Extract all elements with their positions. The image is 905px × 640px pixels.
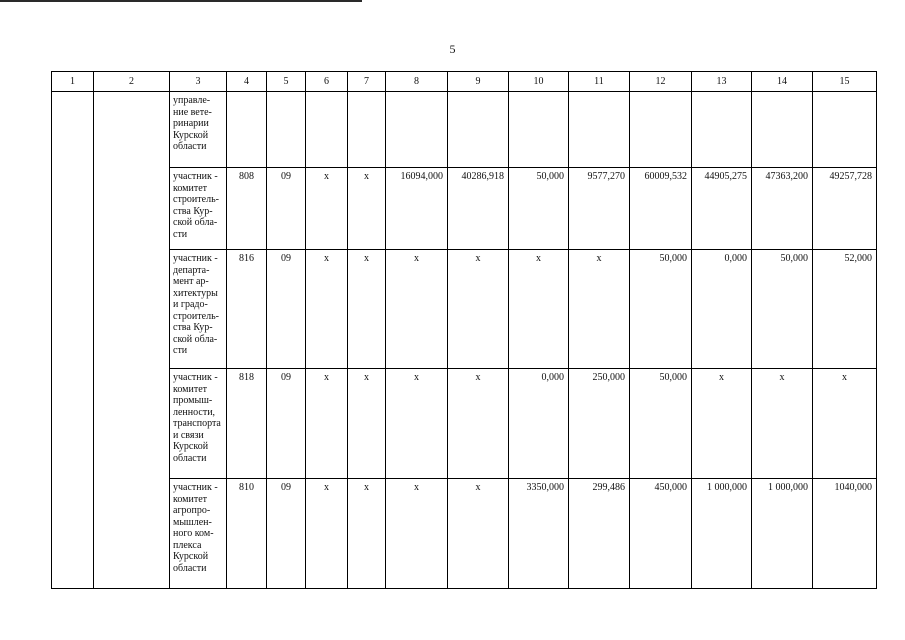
participant-cell (170, 369, 227, 479)
participant-line: строитель- (173, 194, 219, 205)
value-cell: 44905,275 (692, 168, 752, 250)
value-cell: 1 000,000 (752, 479, 813, 589)
value-cell: х (386, 250, 448, 369)
participant-line: и градо- (173, 299, 208, 310)
participant-line: плекса (173, 539, 202, 551)
value-cell: 50,000 (509, 168, 569, 250)
participant-line: ние вете- (173, 106, 212, 118)
participant-line: сти (173, 228, 188, 240)
rz-pr-cell: 09 (267, 369, 306, 479)
value-cell: 1 000,000 (692, 479, 752, 589)
value-cell: х (813, 369, 877, 479)
value-cell: х (509, 250, 569, 369)
cs-cell: х (306, 479, 348, 589)
column-header: 6 (306, 72, 348, 92)
value-cell: 50,000 (630, 369, 692, 479)
column-header: 2 (94, 72, 170, 92)
participant-line: и связи (173, 429, 204, 441)
participant-line: Курской (173, 551, 209, 562)
value-cell: х (692, 369, 752, 479)
value-cell: 16094,000 (386, 168, 448, 250)
value-cell: х (386, 369, 448, 479)
participant-line: ринарии (173, 118, 209, 129)
value-cell: х (752, 369, 813, 479)
column-header: 12 (630, 72, 692, 92)
value-cell (692, 92, 752, 168)
column-header: 1 (52, 72, 94, 92)
column-header: 9 (448, 72, 509, 92)
rz-pr-cell: 09 (267, 250, 306, 369)
column-header: 11 (569, 72, 630, 92)
value-cell: 0,000 (692, 250, 752, 369)
value-cell: 40286,918 (448, 168, 509, 250)
column-header: 8 (386, 72, 448, 92)
participant-cell (170, 250, 227, 369)
value-cell: 9577,270 (569, 168, 630, 250)
value-cell: х (448, 250, 509, 369)
table-row (52, 168, 877, 250)
value-cell: 52,000 (813, 250, 877, 369)
rz-pr-cell (267, 92, 306, 168)
participant-line: участник - (173, 482, 218, 493)
participant-line: ленности, (173, 406, 216, 418)
participant-line: комитет (173, 182, 208, 194)
column-header: 5 (267, 72, 306, 92)
value-cell: 47363,200 (752, 168, 813, 250)
table-row (52, 92, 877, 168)
vr-cell (348, 92, 386, 168)
vr-cell: х (348, 369, 386, 479)
cs-cell: х (306, 168, 348, 250)
participant-cell (170, 168, 227, 250)
value-cell: 60009,532 (630, 168, 692, 250)
table-row (52, 479, 877, 589)
value-cell (569, 92, 630, 168)
participant-line: области (173, 452, 207, 464)
value-cell (386, 92, 448, 168)
table-row (52, 250, 877, 369)
participant-line: промыш- (173, 395, 213, 406)
header-row (52, 72, 877, 92)
page-number: 5 (449, 42, 456, 56)
vr-cell: х (348, 479, 386, 589)
budget-table (51, 71, 877, 589)
cs-cell (306, 92, 348, 168)
value-cell: 250,000 (569, 369, 630, 479)
value-cell (813, 92, 877, 168)
column-header: 7 (348, 72, 386, 92)
participant-line: участник - (173, 372, 218, 383)
participant-line: сти (173, 345, 188, 356)
value-cell: х (569, 250, 630, 369)
participant-cell (170, 479, 227, 589)
gr-code-cell (227, 92, 267, 168)
column-header: 15 (813, 72, 877, 92)
vr-cell: х (348, 250, 386, 369)
value-cell (448, 92, 509, 168)
participant-line: транспорта (173, 418, 221, 429)
top-rule (0, 0, 362, 2)
gr-code-cell: 810 (227, 479, 267, 589)
vr-cell: х (348, 168, 386, 250)
participant-line: строитель- (173, 310, 219, 322)
gr-code-cell: 818 (227, 369, 267, 479)
cs-cell: х (306, 369, 348, 479)
participant-line: агропро- (173, 505, 211, 516)
gr-code-cell: 816 (227, 250, 267, 369)
program-name-cell (94, 92, 170, 589)
value-cell: 299,486 (569, 479, 630, 589)
column-header: 14 (752, 72, 813, 92)
value-cell: 3350,000 (509, 479, 569, 589)
participant-line: Курской (173, 129, 209, 141)
rz-pr-cell: 09 (267, 479, 306, 589)
value-cell (752, 92, 813, 168)
value-cell (509, 92, 569, 168)
participant-line: области (173, 141, 207, 152)
program-number-cell (52, 92, 94, 589)
rz-pr-cell: 09 (267, 168, 306, 250)
value-cell: 450,000 (630, 479, 692, 589)
column-header: 3 (170, 72, 227, 92)
participant-line: участник - (173, 171, 218, 182)
participant-line: хитектуры (173, 287, 218, 299)
participant-line: Курской (173, 441, 209, 452)
column-header: 13 (692, 72, 752, 92)
participant-line: ской обла- (173, 333, 218, 345)
participant-cell (170, 92, 227, 168)
participant-line: комитет (173, 383, 208, 395)
value-cell: 50,000 (752, 250, 813, 369)
participant-line: мент ар- (173, 276, 209, 287)
value-cell: 49257,728 (813, 168, 877, 250)
participant-line: департа- (173, 264, 210, 276)
column-header: 10 (509, 72, 569, 92)
participant-line: комитет (173, 493, 208, 505)
participant-line: мышлен- (173, 516, 212, 528)
gr-code-cell: 808 (227, 168, 267, 250)
value-cell: х (448, 369, 509, 479)
participant-line: ства Кур- (173, 205, 213, 217)
column-header: 4 (227, 72, 267, 92)
value-cell (630, 92, 692, 168)
value-cell: х (386, 479, 448, 589)
table-row (52, 369, 877, 479)
participant-line: ской обла- (173, 217, 218, 228)
participant-line: управле- (173, 95, 211, 106)
value-cell: 0,000 (509, 369, 569, 479)
participant-line: ства Кур- (173, 322, 213, 333)
participant-line: области (173, 562, 207, 574)
value-cell: 50,000 (630, 250, 692, 369)
participant-line: участник - (173, 253, 218, 264)
value-cell: х (448, 479, 509, 589)
value-cell: 1040,000 (813, 479, 877, 589)
participant-line: ного ком- (173, 528, 214, 539)
cs-cell: х (306, 250, 348, 369)
